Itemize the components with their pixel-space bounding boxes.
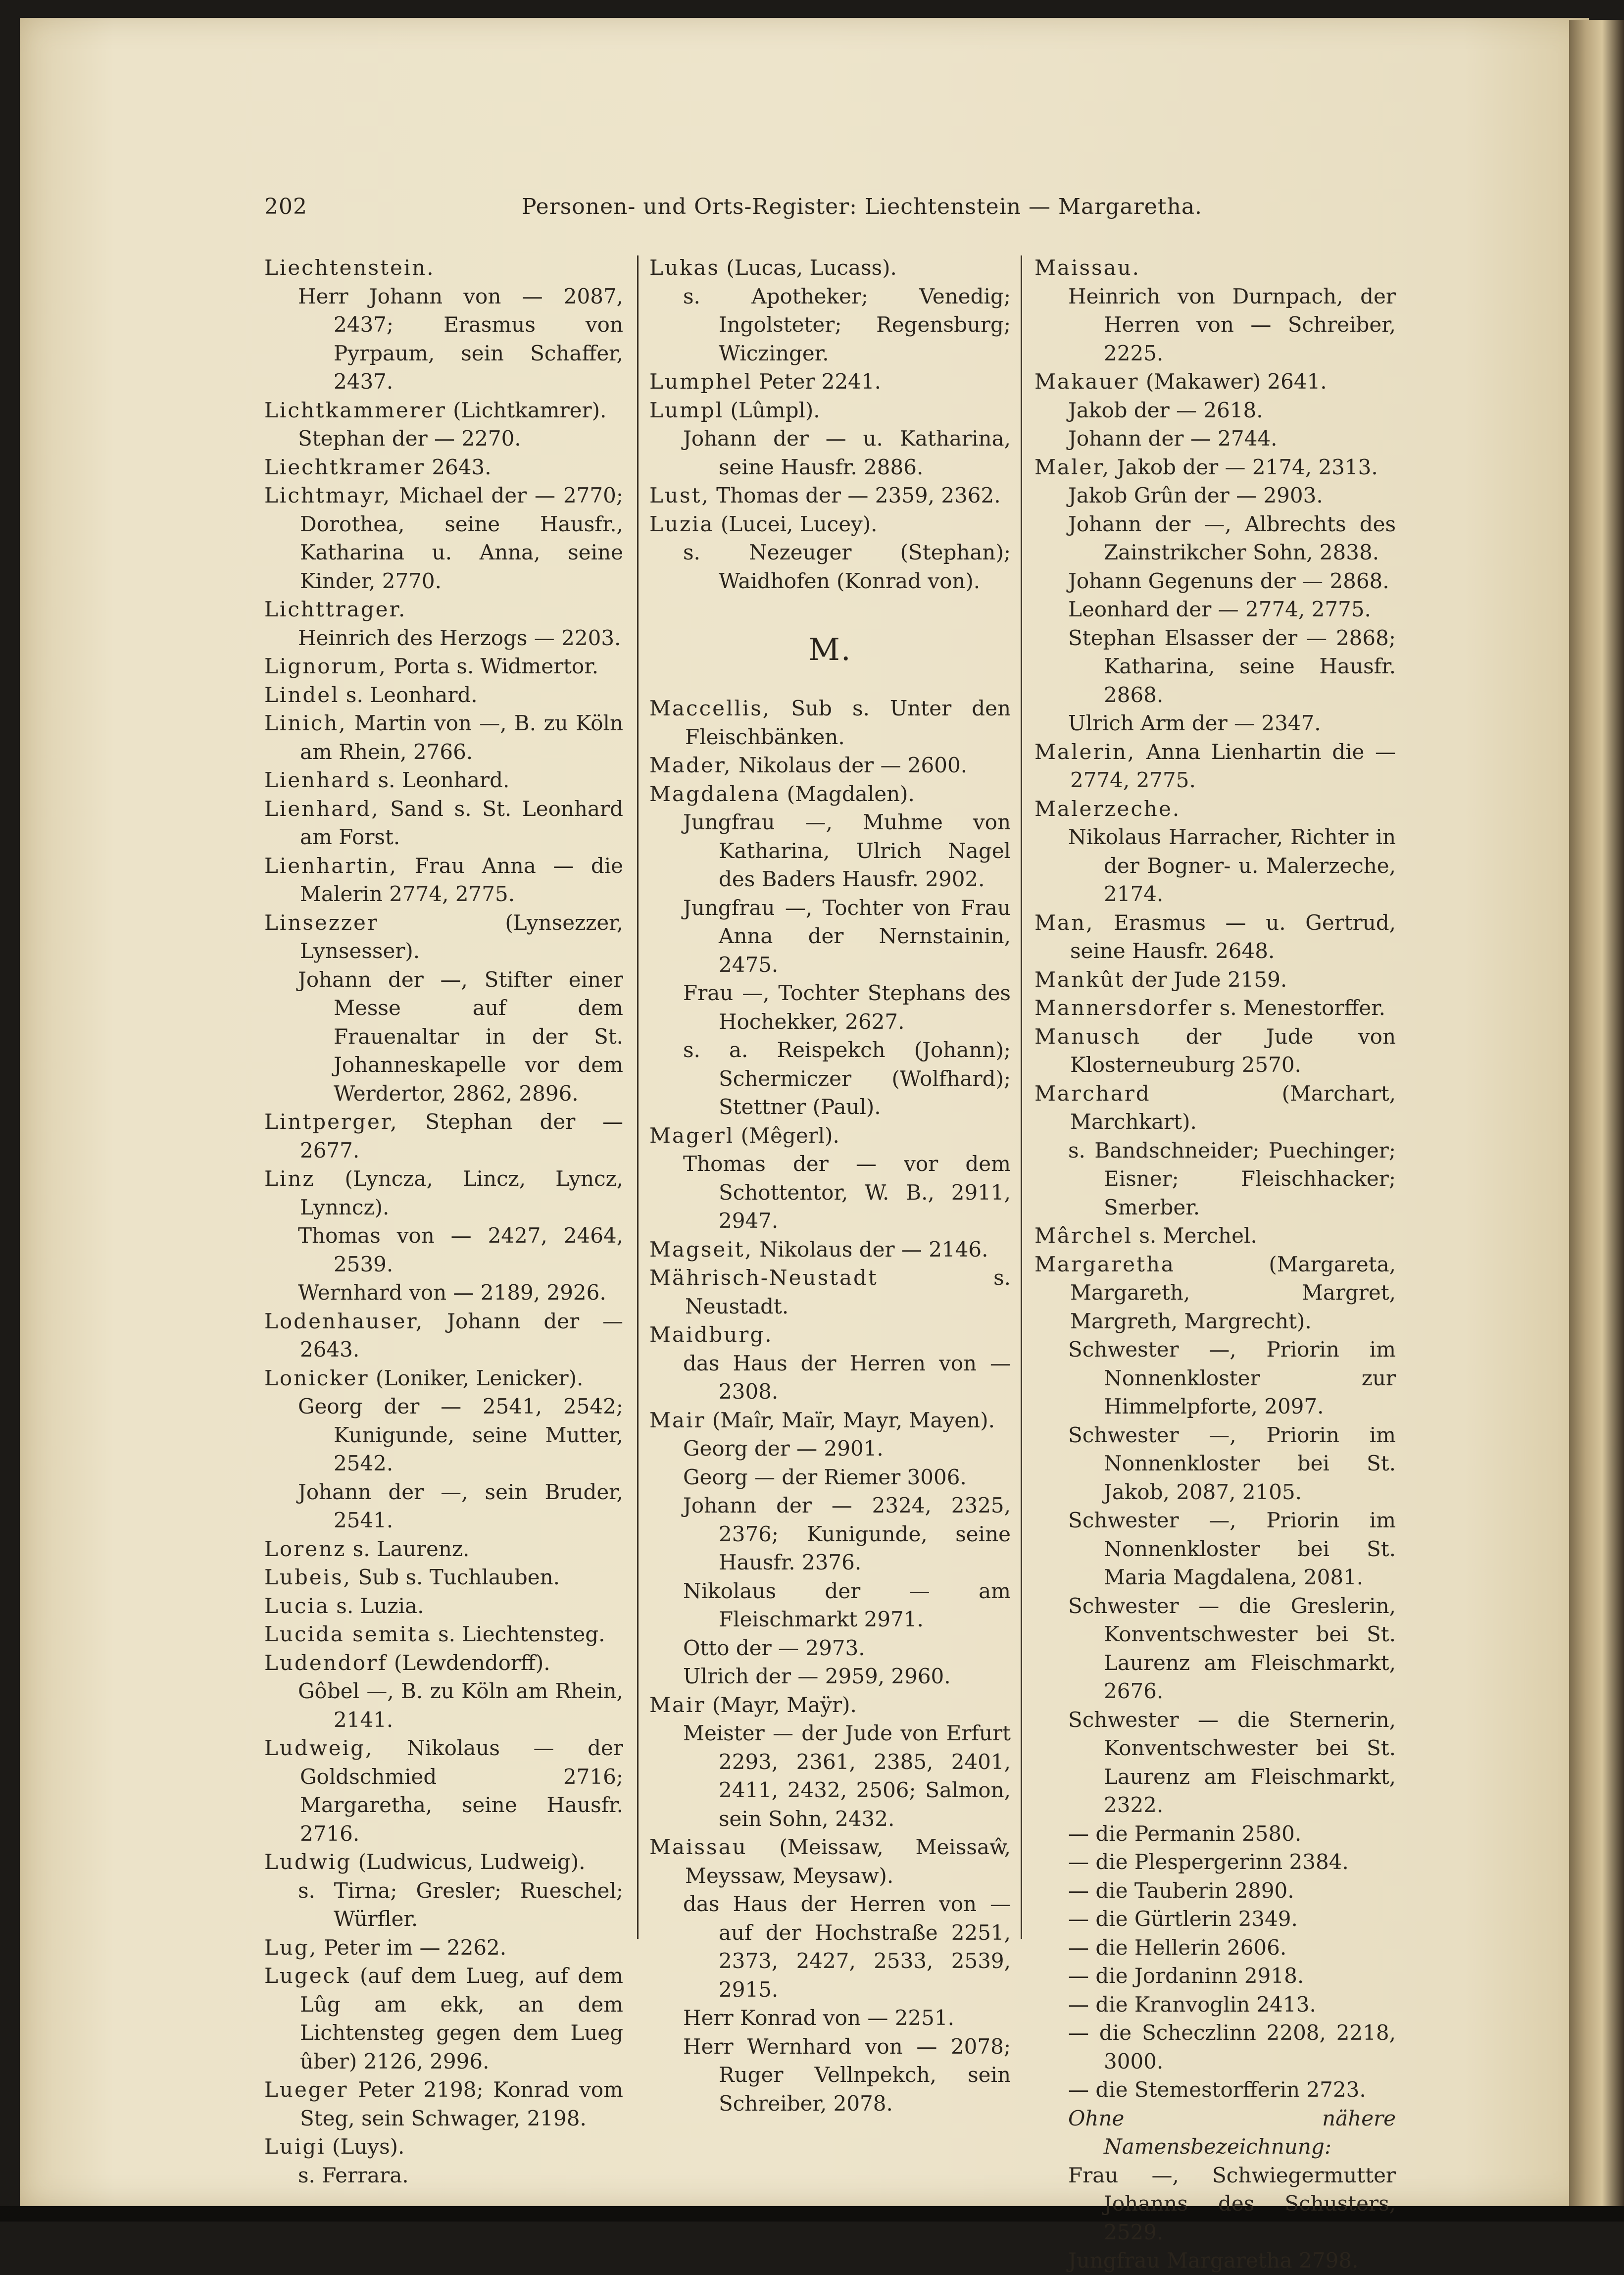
entry-text: Johann der —, Albrechts des Zainstrikcher Sohn, 2838.	[1068, 511, 1396, 564]
entry-headword: Lust,	[649, 483, 710, 507]
index-entry	[1034, 738, 1396, 795]
entry-text: Sand s. St. Leonhard am Forst.	[300, 796, 623, 849]
entry-text: (Maîr, Maïr, Mayr, Mayen).	[705, 1408, 995, 1432]
index-entry	[649, 1264, 1011, 1320]
index-entry	[264, 1848, 623, 1876]
index-subentry	[264, 424, 623, 453]
index-subentry	[649, 1634, 1011, 1663]
entry-text: (Mêgerl).	[734, 1123, 839, 1148]
index-subentry	[649, 1577, 1011, 1634]
entry-text: (Lichtkamrer).	[446, 398, 607, 422]
index-entry	[649, 1121, 1011, 1150]
entry-text: Leonhard der — 2774, 2775.	[1068, 597, 1371, 621]
entry-text: Thomas von — 2427, 2464, 2539.	[298, 1223, 623, 1276]
index-subentry	[649, 1890, 1011, 2004]
entry-text: Herr Konrad von — 2251.	[683, 2006, 954, 2030]
index-entry	[264, 1108, 623, 1164]
entry-text: Stephan der — 2677.	[300, 1110, 623, 1163]
entry-headword: Mair	[649, 1692, 706, 1717]
index-subentry	[649, 282, 1011, 368]
index-entry	[649, 1833, 1011, 1890]
index-subentry	[649, 808, 1011, 894]
entry-text: Stephan Elsasser der — 2868; Katharina, seine Hausfr. 2868.	[1068, 625, 1396, 707]
entry-headword: Margaretha	[1034, 1252, 1175, 1276]
index-entry	[1034, 994, 1396, 1022]
index-column-3	[1034, 253, 1396, 2275]
entry-text: Johann der — 2643.	[300, 1309, 623, 1362]
entry-text: — die Permanin 2580.	[1068, 1821, 1302, 1846]
entry-text: Schwester —, Priorin im Nonnenkloster bei St. Maria Magdalena, 2081.	[1068, 1508, 1396, 1589]
entry-headword: Mannersdorfer	[1034, 996, 1213, 1020]
entry-text: das Haus der Herren von — auf der Hochstraße 2251, 2373, 2427, 2533, 2539, 2915.	[683, 1892, 1011, 2002]
index-entry	[649, 253, 1011, 282]
entry-text: s. Merchel.	[1132, 1223, 1257, 1248]
entry-text: — die Kranvoglin 2413.	[1068, 1992, 1316, 2017]
index-entry	[264, 852, 623, 909]
entry-text: Sub s. Unter den Fleischbänken.	[685, 696, 1011, 749]
entry-text: — die Jordaninn 2918.	[1068, 1964, 1304, 1988]
entry-text: s. Leonhard.	[371, 768, 510, 792]
entry-text: Otto der — 2973.	[683, 1635, 865, 1660]
index-entry	[1034, 1221, 1396, 1250]
entry-headword: Lumpl	[649, 398, 724, 422]
entry-headword: Lugeck	[264, 1964, 350, 1988]
entry-text: s. Tirna; Gresler; Rueschel; Würfler.	[298, 1878, 623, 1931]
entry-text: s. Bandschneider; Puechinger; Eisner; Fleischhacker; Smerber.	[1068, 1138, 1396, 1219]
entry-text: das Haus der Herren von — 2308.	[683, 1351, 1011, 1404]
index-entry	[649, 751, 1011, 780]
index-column-2	[649, 253, 1011, 2118]
index-subentry	[1034, 2246, 1396, 2275]
entry-text: Erasmus — u. Gertrud, seine Hausfr. 2648.	[1070, 910, 1396, 963]
entry-text: Nikolaus der — am Fleischmarkt 2971.	[683, 1578, 1011, 1631]
index-entry	[264, 1734, 623, 1848]
index-entry	[264, 1962, 623, 2075]
entry-text: — die Hellerin 2606.	[1068, 1935, 1287, 1960]
entry-headword: Marchard	[1034, 1081, 1151, 1106]
entry-headword: Ludwig	[264, 1850, 352, 1874]
index-subentry	[649, 1662, 1011, 1691]
index-entry	[1034, 965, 1396, 994]
entry-headword: Makauer	[1034, 369, 1139, 394]
entry-headword: Manusch	[1034, 1024, 1141, 1049]
index-entry	[264, 2075, 623, 2132]
index-subentry	[264, 965, 623, 1108]
entry-headword: Mader,	[649, 753, 732, 777]
index-entry	[1034, 909, 1396, 965]
entry-headword: Luzia	[649, 511, 714, 536]
index-entry	[264, 1535, 623, 1564]
entry-text: Jungfrau —, Muhme von Katharina, Ulrich Nagel des Baders Hausfr. 2902.	[683, 810, 1011, 891]
index-subentry	[649, 538, 1011, 595]
index-subentry	[649, 894, 1011, 979]
entry-text: (Margareta, Margareth, Margret, Margreth, Margrecht).	[1070, 1252, 1396, 1333]
index-entry	[264, 396, 623, 425]
entry-text: Jungfrau Margaretha 2798.	[1068, 2248, 1359, 2273]
entry-text: Nikolaus der — 2146.	[753, 1237, 988, 1262]
entry-headword: Maler,	[1034, 455, 1111, 479]
entry-text: Nikolaus der — 2600.	[732, 753, 968, 777]
index-subentry	[649, 1491, 1011, 1577]
entry-headword: Lucida semita	[264, 1622, 432, 1646]
entry-headword: Lichttrager.	[264, 597, 407, 621]
running-header	[264, 194, 1393, 229]
index-entry	[264, 595, 623, 624]
entry-headword: Mährisch-Neustadt	[649, 1265, 878, 1290]
column-divider	[1021, 255, 1022, 1939]
index-entry	[264, 795, 623, 852]
entry-headword: Mârchel	[1034, 1223, 1132, 1248]
index-subentry	[1034, 1421, 1396, 1507]
entry-text: Anna Lienhartin die — 2774, 2775.	[1070, 739, 1396, 792]
entry-text: Georg der — 2901.	[683, 1436, 884, 1461]
index-entry	[264, 2132, 623, 2161]
index-subentry	[264, 1677, 623, 1734]
entry-text: Herr Johann von — 2087, 2437; Erasmus von Pyrpaum, sein Schaffer, 2437.	[298, 284, 623, 394]
entry-text: (Lucei, Lucey).	[714, 511, 878, 536]
index-subentry	[649, 1150, 1011, 1235]
entry-text: — die Gürtlerin 2349.	[1068, 1907, 1298, 1931]
entry-headword: Lintperger,	[264, 1110, 398, 1134]
index-entry	[264, 909, 623, 965]
entry-text: s. Menestorffer.	[1213, 996, 1386, 1020]
entry-headword: Magdalena	[649, 781, 781, 806]
index-subentry	[1034, 396, 1396, 425]
index-entry	[264, 453, 623, 482]
index-entry	[1034, 453, 1396, 482]
entry-text: Heinrich des Herzogs — 2203.	[298, 625, 621, 650]
index-entry	[264, 1933, 623, 1962]
index-entry	[264, 709, 623, 766]
index-entry	[264, 1164, 623, 1221]
entry-text: Heinrich von Durnpach, der Herren von — Schreiber, 2225.	[1068, 284, 1396, 365]
entry-text: s. Leonhard.	[339, 682, 478, 707]
entry-headword: Maissau	[649, 1835, 747, 1859]
entry-text: Schwester —, Priorin im Nonnenkloster bei St. Jakob, 2087, 2105.	[1068, 1422, 1396, 1504]
entry-headword: Lorenz	[264, 1536, 346, 1561]
entry-text: Jakob Grûn der — 2903.	[1068, 483, 1323, 507]
index-entry	[264, 1592, 623, 1620]
entry-text: Georg der — 2541, 2542; Kunigunde, seine Mutter, 2542.	[298, 1394, 623, 1475]
entry-text: (Makawer) 2641.	[1139, 369, 1327, 394]
index-entry	[1034, 253, 1396, 282]
index-entry	[649, 510, 1011, 539]
entry-text: (Lucas, Lucass).	[719, 255, 897, 280]
entry-text: (Lynsezzer, Lynsesser).	[300, 910, 623, 963]
index-subentry	[1034, 1706, 1396, 1820]
page-title: Personen- und Orts-Register: Liechtenstein — Margaretha.	[522, 194, 1203, 219]
index-subentry	[1034, 481, 1396, 510]
index-subentry	[1034, 595, 1396, 624]
index-entry	[1034, 1079, 1396, 1136]
entry-headword: Lienhard	[264, 768, 372, 792]
entry-text: Peter 2198; Konrad vom Steg, sein Schwager, 2198.	[300, 2077, 623, 2130]
entry-headword: Lindel	[264, 682, 340, 707]
entry-text: der Jude von Klosterneuburg 2570.	[1070, 1024, 1396, 1077]
entry-headword: Magerl	[649, 1123, 735, 1148]
entry-text: (Luys).	[325, 2134, 405, 2159]
index-subentry	[264, 1478, 623, 1535]
index-entry	[649, 694, 1011, 751]
entry-headword: Lonicker	[264, 1365, 369, 1390]
entry-headword: Ludweig,	[264, 1736, 374, 1760]
entry-text: s. a. Reispekch (Johann); Schermiczer (Wolfhard); Stettner (Paul).	[683, 1038, 1011, 1119]
entry-headword: Lodenhauser,	[264, 1309, 424, 1333]
index-subentry	[1034, 1592, 1396, 1706]
entry-text: Johann der — u. Katharina, seine Hausfr. 2886.	[683, 426, 1011, 479]
entry-headword: Maidburg.	[649, 1322, 773, 1347]
entry-headword: Mankût	[1034, 967, 1125, 992]
index-subentry	[649, 1463, 1011, 1492]
index-subentry	[1034, 510, 1396, 567]
entry-text: Johann der —, sein Bruder, 2541.	[298, 1479, 623, 1532]
index-entry	[1034, 1250, 1396, 1336]
index-subentry	[264, 1392, 623, 1478]
index-subentry	[649, 1349, 1011, 1406]
index-entry	[1034, 1022, 1396, 1079]
entry-text: Nikolaus Harracher, Richter in der Bogner- u. Malerzeche, 2174.	[1068, 825, 1396, 906]
index-subentry	[1034, 1820, 1396, 1848]
index-subentry	[264, 1221, 623, 1278]
entry-text: Wernhard von — 2189, 2926.	[298, 1280, 606, 1305]
entry-headword: Ludendorf	[264, 1650, 388, 1675]
entry-text: Ohne nähere Namensbezeichnung:	[1068, 2106, 1396, 2159]
entry-headword: Lienhard,	[264, 796, 380, 821]
index-entry	[264, 766, 623, 795]
index-subentry	[1034, 1506, 1396, 1592]
entry-headword: Lichtmayr,	[264, 483, 392, 507]
entry-text: Martin von —, B. zu Köln am Rhein, 2766.	[300, 711, 623, 764]
index-subentry	[1034, 2019, 1396, 2075]
entry-headword: Lukas	[649, 255, 720, 280]
index-entry	[649, 396, 1011, 425]
index-entry	[264, 481, 623, 595]
entry-text: (Ludwicus, Ludweig).	[351, 1850, 586, 1874]
index-entry	[264, 652, 623, 681]
entry-text: Ulrich der — 2959, 2960.	[683, 1664, 951, 1688]
entry-text: Jungfrau —, Tochter von Frau Anna der Nernstainin, 2475.	[683, 895, 1011, 977]
entry-text: (Mayr, Maÿr).	[705, 1692, 857, 1717]
entry-text: Ulrich Arm der — 2347.	[1068, 711, 1321, 735]
entry-text: Thomas der — vor dem Schottentor, W. B., 2911, 2947.	[683, 1152, 1011, 1233]
index-subentry	[1034, 2104, 1396, 2161]
entry-text: s. Nezeuger (Stephan); Waidhofen (Konrad von).	[683, 540, 1011, 593]
index-subentry	[1034, 1335, 1396, 1421]
entry-text: Gôbel —, B. zu Köln am Rhein, 2141.	[298, 1679, 623, 1732]
entry-text: s. Ferrara.	[298, 2163, 409, 2187]
entry-text: Herr Wernhard von — 2078; Ruger Vellnpekch, sein Schreiber, 2078.	[683, 2034, 1011, 2116]
entry-headword: Linsezzer	[264, 910, 379, 935]
index-subentry	[649, 1434, 1011, 1463]
entry-headword: Linz	[264, 1166, 315, 1191]
book-spine-edge	[1569, 20, 1624, 2213]
entry-text: (Lyncza, Lincz, Lyncz, Lynncz).	[300, 1166, 623, 1219]
entry-text: Johann der — 2324, 2325, 2376; Kunigunde, seine Hausfr. 2376.	[683, 1493, 1011, 1574]
index-subentry	[1034, 424, 1396, 453]
entry-text: Michael der — 2770; Dorothea, seine Hausfr., Katharina u. Anna, seine Kinder, 2770.	[300, 483, 623, 593]
index-subentry	[264, 1278, 623, 1307]
index-entry	[649, 1235, 1011, 1264]
entry-text: Nikolaus — der Goldschmied 2716; Margaretha, seine Hausfr. 2716.	[300, 1736, 623, 1846]
entry-text: Frau Anna — die Malerin 2774, 2775.	[300, 853, 623, 906]
entry-headword: Man,	[1034, 910, 1094, 935]
index-subentry	[1034, 1876, 1396, 1905]
index-subentry	[1034, 2075, 1396, 2104]
index-subentry	[649, 1036, 1011, 1121]
entry-headword: Mair	[649, 1408, 706, 1432]
entry-text: Frau —, Tochter Stephans des Hochekker, 2627.	[683, 981, 1011, 1034]
index-subentry	[1034, 823, 1396, 909]
index-entry	[1034, 367, 1396, 396]
entry-text: Georg — der Riemer 3006.	[683, 1465, 967, 1489]
entry-text: — die Stemestorfferin 2723.	[1068, 2077, 1366, 2102]
entry-text: Jakob der — 2174, 2313.	[1110, 455, 1378, 479]
entry-headword: Lumphel	[649, 369, 752, 394]
column-divider	[637, 255, 639, 1939]
entry-text: Schwester — die Greslerin, Konventschwester bei St. Laurenz am Fleischmarkt, 2676.	[1068, 1593, 1396, 1703]
entry-text: Frau —, Schwiegermutter Johanns des Schusters, 2529.	[1068, 2163, 1396, 2244]
entry-text: — die Plespergerinn 2384.	[1068, 1850, 1349, 1874]
section-letter: M.	[808, 631, 852, 667]
entry-text: (Marchart, Marchkart).	[1070, 1081, 1396, 1134]
index-subentry	[1034, 1990, 1396, 2019]
index-subentry	[1034, 282, 1396, 368]
entry-text: Thomas der — 2359, 2362.	[709, 483, 1001, 507]
entry-headword: Maissau.	[1034, 255, 1141, 280]
index-subentry	[1034, 2161, 1396, 2247]
index-subentry	[264, 282, 623, 396]
entry-text: s. Luzia.	[329, 1593, 424, 1618]
entry-text: (Lewdendorff).	[387, 1650, 550, 1675]
entry-headword: Lichtkammerer	[264, 398, 446, 422]
entry-headword: Maccellis,	[649, 696, 771, 720]
entry-headword: Lignorum,	[264, 654, 387, 678]
index-subentry	[264, 624, 623, 653]
entry-headword: Liechtenstein.	[264, 255, 435, 280]
entry-headword: Malerin,	[1034, 739, 1136, 764]
entry-text: — die Tauberin 2890.	[1068, 1878, 1294, 1903]
index-entry	[649, 1691, 1011, 1719]
entry-text: Peter im — 2262.	[317, 1935, 507, 1960]
entry-text: Meister — der Jude von Erfurt 2293, 2361, 2385, 2401, 2411, 2432, 2506; Salmon, sein Sohn, 2432.	[683, 1721, 1011, 1831]
entry-headword: Lienhartin,	[264, 853, 398, 878]
index-subentry	[264, 1876, 623, 1933]
index-subentry	[264, 2161, 623, 2190]
entry-headword: Lueger	[264, 2077, 348, 2102]
entry-text: Sub s. Tuchlauben.	[351, 1565, 560, 1589]
entry-text: — die Scheczlinn 2208, 2218, 3000.	[1068, 2021, 1396, 2073]
entry-headword: Lucia	[264, 1593, 330, 1618]
entry-text: Schwester — die Sternerin, Konventschwester bei St. Laurenz am Fleischmarkt, 2322.	[1068, 1707, 1396, 1817]
index-entry	[264, 1563, 623, 1592]
entry-headword: Liechtkramer	[264, 455, 425, 479]
entry-text: 2643.	[425, 455, 492, 479]
index-subentry	[1034, 1962, 1396, 1990]
index-entry	[264, 1649, 623, 1677]
index-subentry	[649, 424, 1011, 481]
entry-text: (Meissaw, Meissaŵ, Meyssaw, Meysaw).	[685, 1835, 1011, 1888]
entry-text: der Jude 2159.	[1125, 967, 1287, 992]
entry-headword: Lug,	[264, 1935, 318, 1960]
entry-text: Schwester —, Priorin im Nonnenkloster zur Himmelpforte, 2097.	[1068, 1337, 1396, 1418]
index-entry	[264, 253, 623, 282]
page-number: 202	[264, 194, 307, 219]
entry-text: (Magdalen).	[780, 781, 915, 806]
index-entry	[649, 481, 1011, 510]
entry-text: Peter 2241.	[752, 369, 881, 394]
index-entry	[649, 1406, 1011, 1435]
index-subentry	[1034, 709, 1396, 738]
entry-text: s. Neustadt.	[685, 1265, 1011, 1318]
index-subentry	[1034, 1905, 1396, 1933]
entry-text: Stephan der — 2270.	[298, 426, 521, 451]
index-entry	[264, 1364, 623, 1393]
entry-headword: Malerzeche.	[1034, 796, 1181, 821]
entry-text: Johann der —, Stifter einer Messe auf dem Frauenaltar in der St. Johanneskapelle vor dem Werdertor, 2862, 2896.	[298, 967, 623, 1106]
index-subentry	[1034, 1933, 1396, 1962]
index-entry	[264, 1307, 623, 1364]
entry-headword: Magseit,	[649, 1237, 753, 1262]
entry-headword: Linich,	[264, 711, 347, 735]
entry-headword: Lubeis,	[264, 1565, 352, 1589]
index-subentry	[1034, 567, 1396, 596]
entry-headword: Luigi	[264, 2134, 326, 2159]
index-subentry	[649, 2004, 1011, 2032]
entry-text: s. Liechtensteg.	[431, 1622, 605, 1646]
entry-text: (Loniker, Lenicker).	[369, 1365, 584, 1390]
index-entry	[264, 1620, 623, 1649]
index-subentry	[1034, 1136, 1396, 1222]
index-subentry	[649, 979, 1011, 1036]
entry-text: (Lûmpl).	[724, 398, 820, 422]
index-subentry	[649, 2032, 1011, 2118]
index-column-1	[264, 253, 623, 2189]
index-subentry	[1034, 624, 1396, 709]
entry-text: s. Laurenz.	[346, 1536, 470, 1561]
index-entry	[649, 367, 1011, 396]
entry-text: Porta s. Widmertor.	[387, 654, 599, 678]
index-subentry	[649, 1719, 1011, 1833]
entry-text: Jakob der — 2618.	[1068, 398, 1263, 422]
index-subentry	[1034, 1848, 1396, 1876]
entry-text: Johann der — 2744.	[1068, 426, 1278, 451]
entry-text: Johann Gegenuns der — 2868.	[1068, 568, 1389, 593]
index-entry	[1034, 795, 1396, 823]
index-entry	[264, 681, 623, 709]
entry-text: (auf dem Lueg, auf dem Lûg am ekk, an dem Lichtensteg gegen dem Lueg ûber) 2126, 2996.	[300, 1964, 623, 2073]
entry-text: s. Apotheker; Venedig; Ingolsteter; Regensburg; Wiczinger.	[683, 284, 1011, 365]
index-entry	[649, 780, 1011, 809]
index-entry	[649, 1320, 1011, 1349]
